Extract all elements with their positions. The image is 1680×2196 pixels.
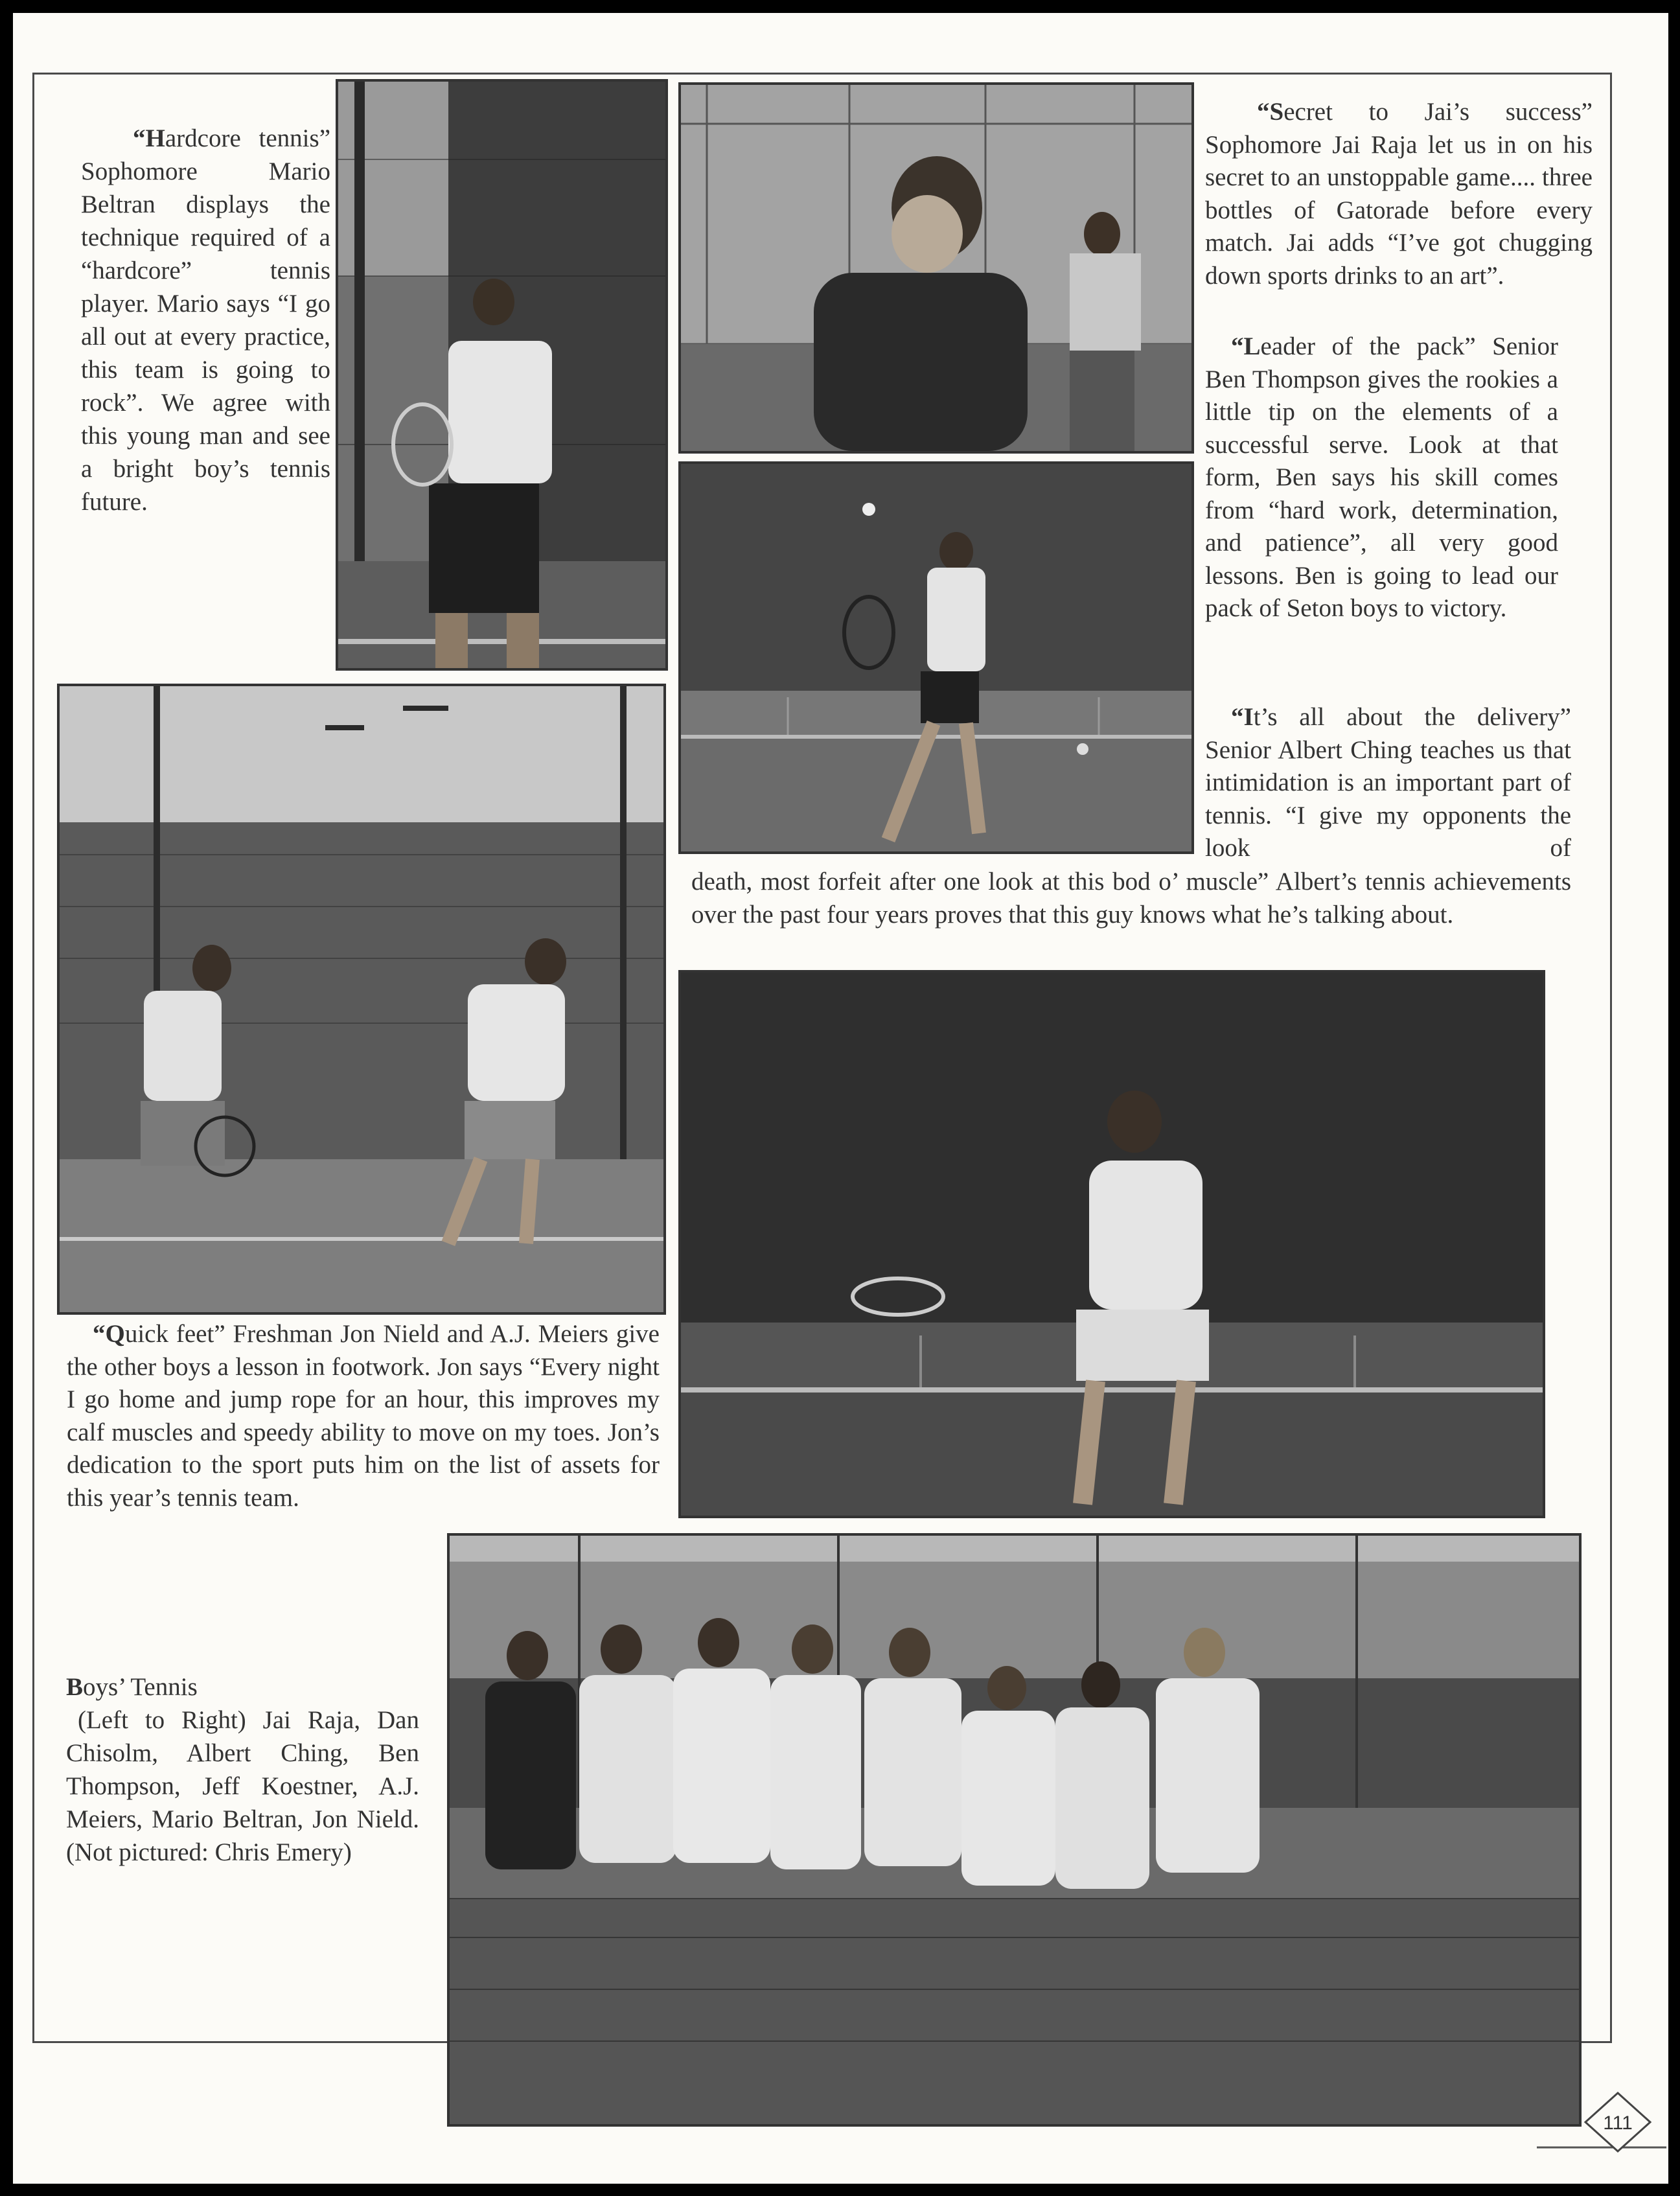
photo-jai-raja xyxy=(678,82,1194,454)
caption-mario-text: ardcore tennis” Sophomore Mario Beltran displays the technique required of a “hardcore” tennis player. Mario says “I go all out at every practice, this team is going to rock”. We agree with this young man and see a bright boy’s tennis future. xyxy=(81,124,330,516)
page-number-badge xyxy=(1537,2086,1666,2158)
yearbook-page xyxy=(13,13,1668,2184)
photo-boys-tennis-team xyxy=(447,1533,1582,2127)
caption-jon-text: uick feet” Freshman Jon Nield and A.J. Meiers give the other boys a lesson in footwork. Jon says “Every night I go home and jump rope for an hour, this improves my calf muscles and speedy ability to move on my toes. Jon’s dedication to the sport puts him on the list of assets for this year’s tennis team. xyxy=(67,1320,660,1512)
caption-albert-lead: “I xyxy=(1231,703,1254,731)
caption-albert-text-b: death, most forfeit after one look at this bod o’ muscle” Albert’s tennis achievements over the past four years proves that this guy knows what he’s talking about. xyxy=(691,868,1571,929)
page-number: 111 xyxy=(1603,2112,1633,2134)
caption-team-title: oys’ Tennis xyxy=(83,1673,198,1701)
caption-team xyxy=(66,1670,419,1869)
caption-team-names: (Left to Right) Jai Raja, Dan Chisolm, Albert Ching, Ben Thompson, Jeff Koestner, A.J. Meiers, Mario Beltran, Jon Nield. (Not pictured: Chris Emery) xyxy=(66,1706,419,1866)
caption-jon-nield xyxy=(67,1318,660,1514)
caption-ben-text: eader of the pack” Senior Ben Thompson gives the rookies a little tip on the elements of a successful serve. Look at that form, Ben says his skill comes from “hard work, determination, and patience”, all very good lessons. Ben is going to lead our pack of Seton boys to victory. xyxy=(1205,332,1558,622)
caption-jai-raja xyxy=(1205,96,1593,292)
caption-albert-ching-bottom xyxy=(691,866,1571,931)
photo-jon-nield-aj-meiers xyxy=(57,684,666,1315)
caption-jai-lead: “S xyxy=(1257,98,1284,126)
caption-albert-text-a: t’s all about the delivery” Senior Albert Ching teaches us that intimidation is an important part of tennis. “I give my opponents the look of xyxy=(1205,703,1571,862)
caption-ben-thompson xyxy=(1205,330,1558,625)
caption-jon-lead: “Q xyxy=(93,1320,125,1348)
caption-mario-lead: “H xyxy=(133,124,165,152)
photo-ben-thompson xyxy=(678,461,1194,854)
caption-ben-lead: “L xyxy=(1231,332,1261,360)
caption-team-lead: B xyxy=(66,1673,84,1701)
photo-mario-beltran xyxy=(336,79,668,671)
caption-albert-ching-top xyxy=(1205,701,1571,865)
caption-jai-text: ecret to Jai’s success” Sophomore Jai Raja let us in on his secret to an unstoppable game.... three bottles of Gatorade before every match. Jai adds “I’ve got chugging down sports drinks to an art”. xyxy=(1205,98,1593,290)
photo-albert-ching xyxy=(678,970,1545,1518)
caption-mario-beltran xyxy=(81,122,330,518)
